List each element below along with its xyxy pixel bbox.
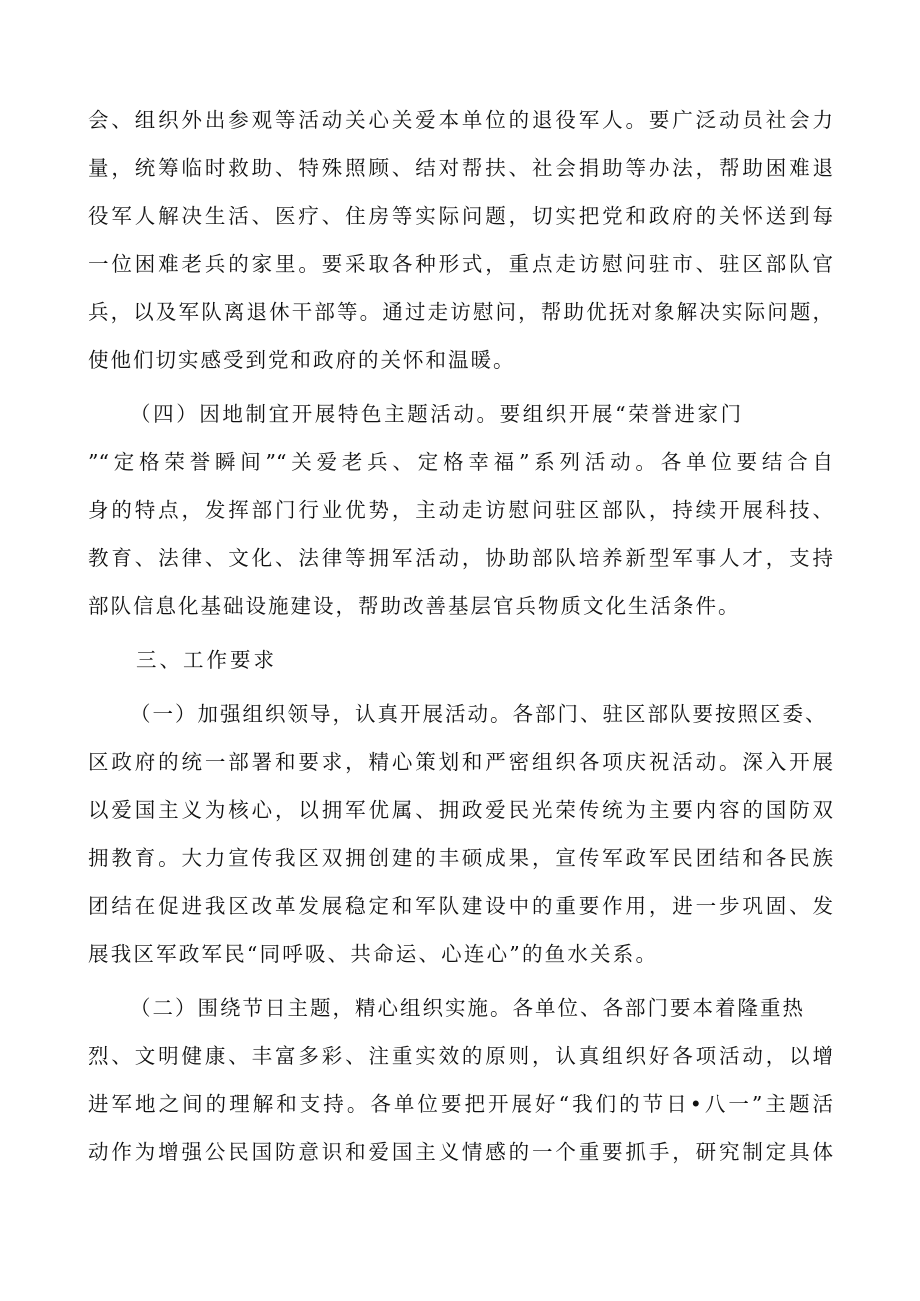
text-line: 身的特点，发挥部门行业优势，主动走访慰问驻区部队，持续开展科技、 [88, 498, 833, 522]
text-line: 一位困难老兵的家里。要采取各种形式，重点走访慰问驻市、驻区部队官 [88, 252, 833, 276]
section-heading-1: （一）加强组织领导，认真开展活动。各部门、驻区部队要按照区委、 [130, 702, 828, 726]
text-line: 团结在促进我区改革发展稳定和军队建设中的重要作用，进一步巩固、发 [88, 894, 833, 918]
text-line: 区政府的统一部署和要求，精心策划和严密组织各项庆祝活动。深入开展 [88, 750, 833, 774]
section-title-3: 三、工作要求 [136, 648, 277, 672]
text-line: 部队信息化基础设施建设，帮助改善基层官兵物质文化生活条件。 [88, 594, 741, 618]
text-line: 会、组织外出参观等活动关心关爱本单位的退役军人。要广泛动员社会力 [88, 108, 833, 132]
text-line: 役军人解决生活、医疗、住房等实际问题，切实把党和政府的关怀送到每 [88, 204, 833, 228]
text-line: 教育、法律、文化、法律等拥军活动，协助部队培养新型军事人才，支持 [88, 546, 833, 570]
section-heading-4: （四）因地制宜开展特色主题活动。要组织开展“荣誉进家门 [130, 402, 744, 426]
text-line: ”“定格荣誉瞬间”“关爱老兵、定格幸福”系列活动。各单位要结合自 [88, 450, 833, 474]
text-line: 兵，以及军队离退休干部等。通过走访慰问，帮助优抚对象解决实际问题， [88, 300, 833, 324]
text-line: 使他们切实感受到党和政府的关怀和温暖。 [88, 348, 516, 372]
text-line: 以爱国主义为核心，以拥军优属、拥政爱民光荣传统为主要内容的国防双 [88, 798, 833, 822]
text-line: 动作为增强公民国防意识和爱国主义情感的一个重要抓手，研究制定具体 [88, 1140, 833, 1164]
text-line: 展我区军政军民“同呼吸、共命运、心连心”的鱼水关系。 [88, 942, 659, 966]
section-heading-2: （二）围绕节日主题，精心组织实施。各单位、各部门要本着隆重热 [130, 996, 805, 1020]
text-line: 烈、文明健康、丰富多彩、注重实效的原则，认真组织好各项活动，以增 [88, 1044, 833, 1068]
text-line: 进军地之间的理解和支持。各单位要把开展好“我们的节日•八一”主题活 [88, 1092, 833, 1116]
text-line: 拥教育。大力宣传我区双拥创建的丰硕成果，宣传军政军民团结和各民族 [88, 846, 833, 870]
document-body [88, 96, 833, 1176]
text-line: 量，统筹临时救助、特殊照顾、结对帮扶、社会捐助等办法，帮助困难退 [88, 156, 833, 180]
